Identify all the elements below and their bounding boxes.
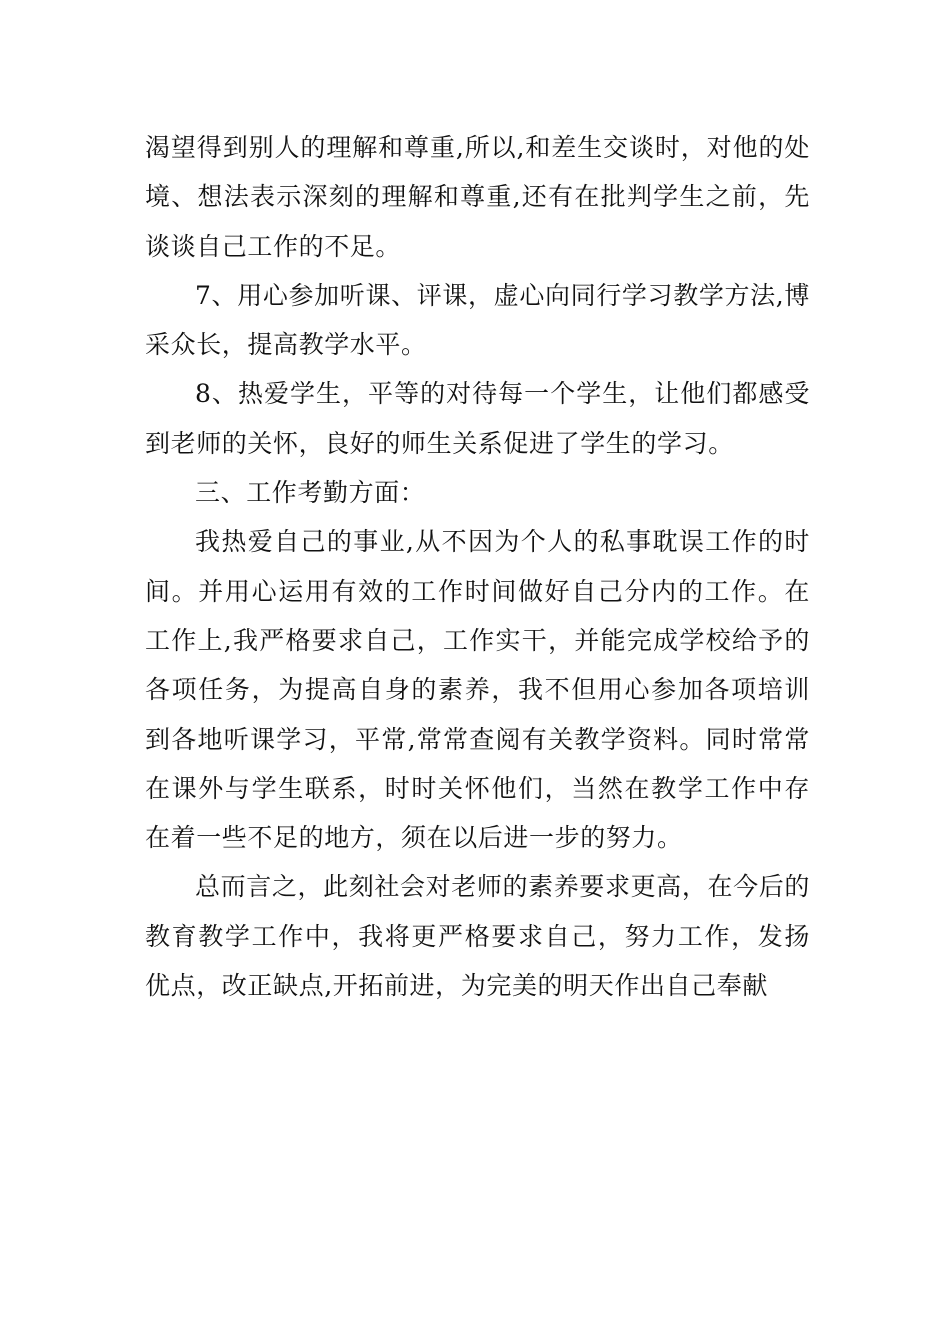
paragraph-conclusion: 总而言之，此刻社会对老师的素养要求更高，在今后的教育教学工作中，我将更严格要求自己，努力工作，发扬优点，改正缺点,开拓前进，为完美的明天作出自己奉献: [145, 872, 810, 1001]
document-body: [145, 123, 810, 1010]
paragraph-attendance: 我热爱自己的事业,从不因为个人的私事耽误工作的时间。并用心运用有效的工作时间做好自己分内的工作。在工作上,我严格要求自己，工作实干，并能完成学校给予的各项任务，为提高自身的素养，我不但用心参加各项培训到各地听课学习，平常,常常查阅有关教学资料。同时常常在课外与学生联系，时时关怀他们，当然在教学工作中存在着一些不足的地方，须在以后进一步的努力。: [145, 527, 810, 853]
section-heading-attendance: 三、工作考勤方面：: [195, 478, 426, 508]
paragraph-item-7: 7、用心参加听课、评课，虚心向同行学习教学方法,博采众长，提高教学水平。: [145, 280, 810, 360]
paragraph-continuation: 渴望得到别人的理解和尊重,所以,和差生交谈时，对他的处境、想法表示深刻的理解和尊重,还有在批判学生之前，先谈谈自己工作的不足。: [145, 133, 810, 261]
paragraph-item-8: 8、热爱学生，平等的对待每一个学生，让他们都感受到老师的关怀，良好的师生关系促进了学生的学习。: [145, 379, 810, 458]
